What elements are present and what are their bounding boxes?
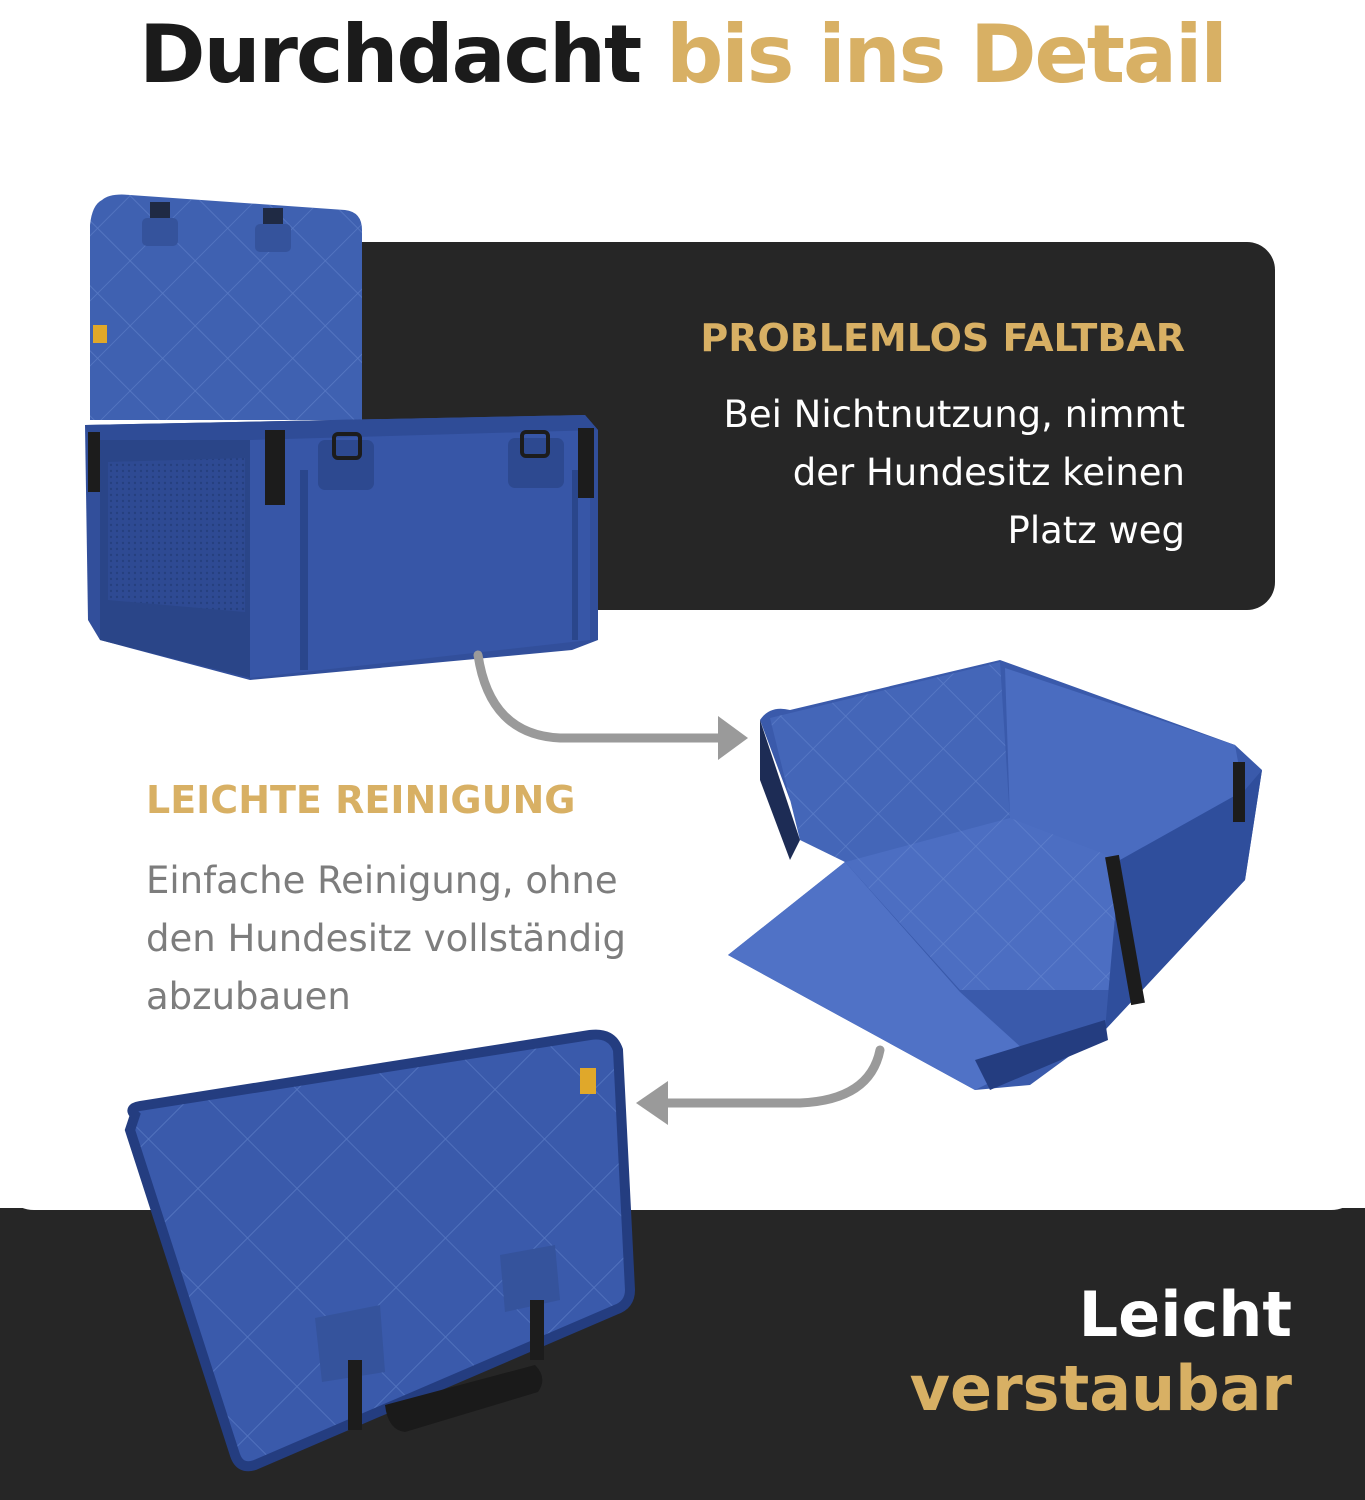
feature-text-foldable: Bei Nichtnutzung, nimmt der Hundesitz keinen Platz weg <box>723 393 1185 552</box>
dog-seat-upright-image <box>85 195 598 680</box>
feature-title-foldable: PROBLEMLOS FALTBAR <box>700 316 1185 360</box>
arrow-to-folded-seat <box>636 1050 880 1125</box>
footer-line-1: Leicht <box>1078 1278 1292 1351</box>
footer-line-2: verstaubar <box>909 1352 1292 1425</box>
dog-seat-folded-image <box>130 1035 630 1467</box>
dog-seat-open-image <box>728 660 1262 1090</box>
title-part-gold: bis ins Detail <box>640 8 1226 101</box>
arrow-to-open-seat <box>478 655 748 760</box>
feature-text-cleaning: Einfache Reinigung, ohne den Hundesitz vollständig abzubauen <box>146 859 626 1018</box>
feature-title-cleaning: LEICHTE REINIGUNG <box>146 778 576 822</box>
title-part-dark: Durchdacht <box>139 8 641 101</box>
